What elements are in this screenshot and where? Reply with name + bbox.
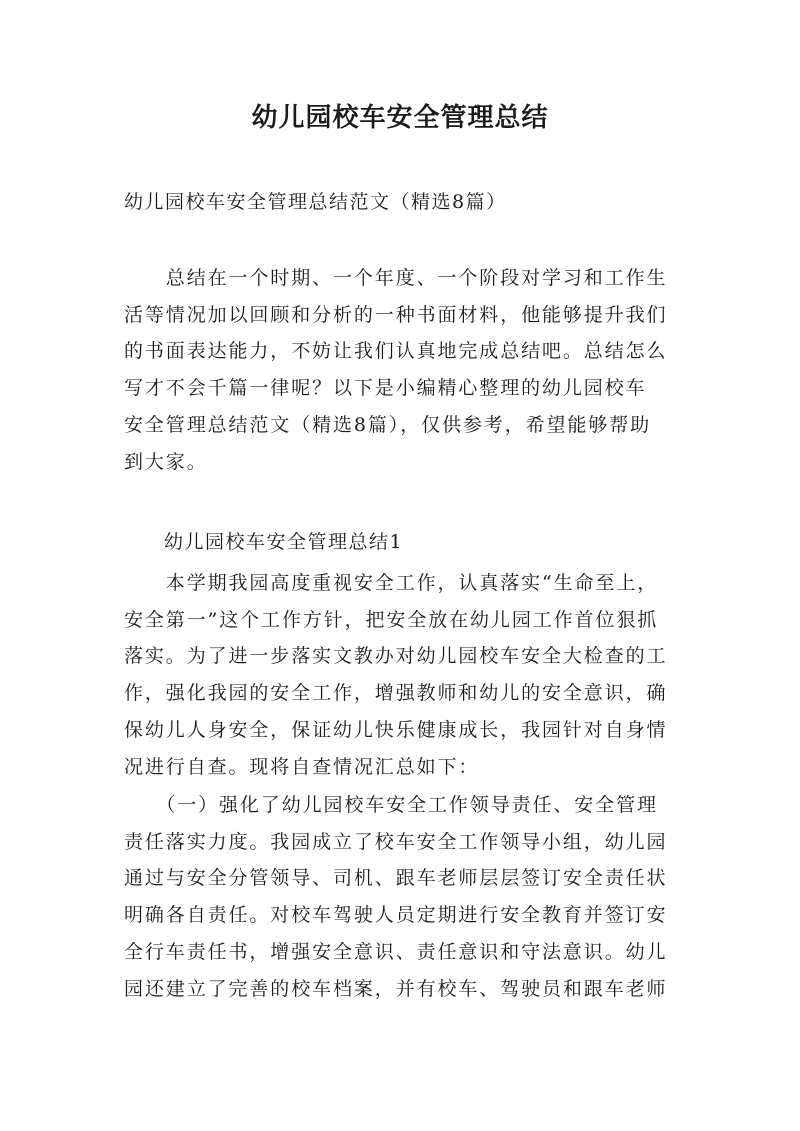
body-paragraph-2 [124,787,680,1007]
paragraph-line: 的书面表达能力，不妨让我们认真地完成总结吧。总结怎么 [124,340,668,363]
intro-paragraph [124,260,680,480]
paragraph-line: 本学期我园高度重视安全工作，认真落实“生命至上， [124,572,659,594]
body-paragraph-1 [124,565,680,785]
section-heading: 幼儿园校车安全管理总结1 [164,531,404,553]
paragraph-line: 保幼儿人身安全，保证幼儿快乐健康成长，我园针对自身情 [124,718,668,741]
paragraph-line: 通过与安全分管领导、司机、跟车老师层层签订安全责任状 [124,867,668,890]
paragraph-line: 明确各自责任。对校车驾驶人员定期进行安全教育并签订安 [124,904,668,927]
paragraph-line: 写才不会千篇一律呢？以下是小编精心整理的幼儿园校车 [124,377,647,400]
paragraph-line: 总结在一个时期、一个年度、一个阶段对学习和工作生 [124,267,668,289]
paragraph-line: 全行车责任书，增强安全意识、责任意识和守法意识。幼儿 [124,940,668,963]
document-subtitle: 幼儿园校车安全管理总结范文（精选8篇） [124,191,507,213]
paragraph-line: 园还建立了完善的校车档案，并有校车、驾驶员和跟车老师 [124,977,668,1000]
paragraph-line: 活等情况加以回顾和分析的一种书面材料，他能够提升我们 [124,303,668,326]
document-title: 幼儿园校车安全管理总结 [251,103,549,133]
paragraph-line: 作，强化我园的安全工作，增强教师和幼儿的安全意识，确 [124,682,668,705]
paragraph-line: 况进行自查。现将自查情况汇总如下： [124,755,480,778]
paragraph-line: （一）强化了幼儿园校车安全工作领导责任、安全管理 [124,794,658,816]
paragraph-line: 落实。为了进一步落实文教办对幼儿园校车安全大检查的工 [124,645,668,668]
paragraph-line: 责任落实力度。我园成立了校车安全工作领导小组，幼儿园 [124,830,668,853]
paragraph-line: 到大家。 [124,450,208,473]
paragraph-line: 安全第一”这个工作方针，把安全放在幼儿园工作首位狠抓 [124,608,659,631]
paragraph-line: 安全管理总结范文（精选8篇），仅供参考，希望能够帮助 [124,413,651,436]
